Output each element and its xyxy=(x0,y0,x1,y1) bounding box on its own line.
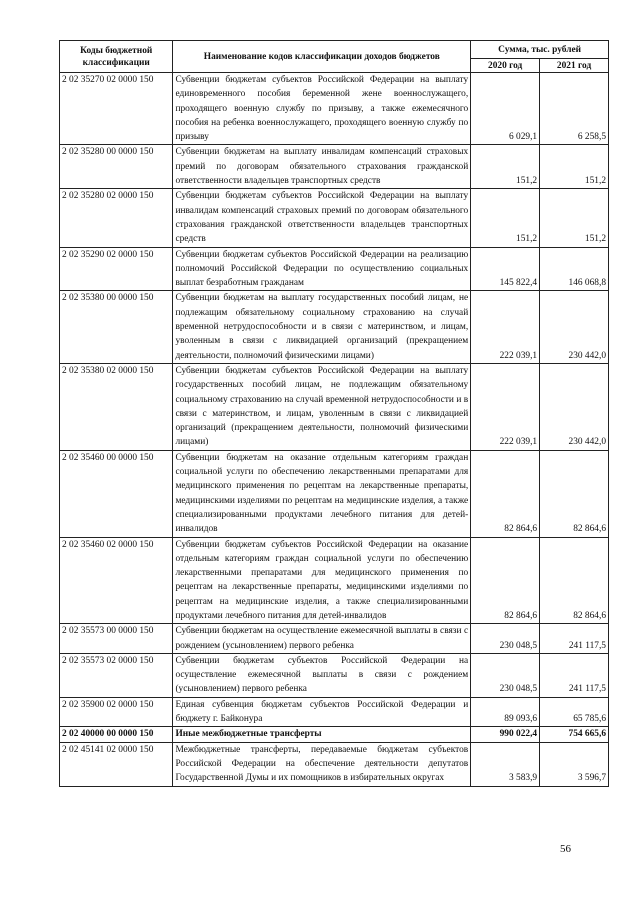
row-value-2020: 145 822,4 xyxy=(471,247,540,291)
budget-table xyxy=(59,40,609,787)
row-value-2020: 151,2 xyxy=(471,189,540,247)
row-value-2021: 241 117,5 xyxy=(540,653,609,697)
row-name: Субвенции бюджетам на оказание отдельным категориям граждан социальной услуги по обеспечению лекарственными препаратами для медицинского применения по рецептам на лекарственные препараты, медицинскими изделиями по рецептам на медицинские изделия, а также специализированными продуктами лечебного питания для детей-инвалидов xyxy=(173,450,471,537)
row-code: 2 02 35270 02 0000 150 xyxy=(60,73,173,145)
row-name: Субвенции бюджетам субъектов Российской Федерации на осуществление ежемесячной выплаты в связи с рождением (усыновлением) первого ребенка xyxy=(173,653,471,697)
header-codes: Коды бюджетной классификации xyxy=(60,41,173,73)
row-name: Субвенции бюджетам субъектов Российской Федерации на выплату инвалидам компенсаций страховых премий по договорам обязательного страхования гражданской ответственности владельцев транспортных средств xyxy=(173,189,471,247)
row-value-2021: 146 068,8 xyxy=(540,247,609,291)
row-value-2020: 222 039,1 xyxy=(471,363,540,450)
row-value-2021: 82 864,6 xyxy=(540,537,609,624)
row-name: Субвенции бюджетам субъектов Российской Федерации на выплату единовременного пособия беременной жене военнослужащего, проходящего военную службу по призыву, а также ежемесячного пособия на ребенка военнослужащего, проходящего военную службу по призыву xyxy=(173,73,471,145)
row-value-2020: 230 048,5 xyxy=(471,624,540,654)
row-code: 2 02 35290 02 0000 150 xyxy=(60,247,173,291)
table-row xyxy=(60,247,609,291)
row-value-2020: 3 583,9 xyxy=(471,742,540,786)
row-code: 2 02 35380 00 0000 150 xyxy=(60,291,173,363)
row-value-2020: 230 048,5 xyxy=(471,653,540,697)
table-row xyxy=(60,189,609,247)
row-value-2020: 82 864,6 xyxy=(471,450,540,537)
row-value-2020: 222 039,1 xyxy=(471,291,540,363)
row-value-2021: 151,2 xyxy=(540,145,609,189)
row-code: 2 02 35460 00 0000 150 xyxy=(60,450,173,537)
row-value-2021: 754 665,6 xyxy=(540,727,609,742)
row-code: 2 02 40000 00 0000 150 xyxy=(60,727,173,742)
table-row xyxy=(60,73,609,145)
table-row xyxy=(60,624,609,654)
row-value-2021: 230 442,0 xyxy=(540,363,609,450)
row-value-2020: 6 029,1 xyxy=(471,73,540,145)
row-code: 2 02 45141 02 0000 150 xyxy=(60,742,173,786)
row-name: Иные межбюджетные трансферты xyxy=(173,727,471,742)
row-code: 2 02 35280 00 0000 150 xyxy=(60,145,173,189)
table-row xyxy=(60,145,609,189)
table-row xyxy=(60,727,609,742)
row-name: Субвенции бюджетам субъектов Российской Федерации на реализацию полномочий Российской Федерации по осуществлению социальных выплат безработным гражданам xyxy=(173,247,471,291)
row-code: 2 02 35280 02 0000 150 xyxy=(60,189,173,247)
budget-table-container xyxy=(59,40,609,787)
header-sum: Сумма, тыс. рублей xyxy=(471,41,609,59)
row-value-2021: 82 864,6 xyxy=(540,450,609,537)
row-code: 2 02 35460 02 0000 150 xyxy=(60,537,173,624)
table-row xyxy=(60,450,609,537)
row-value-2020: 89 093,6 xyxy=(471,697,540,727)
row-value-2020: 82 864,6 xyxy=(471,537,540,624)
row-name: Субвенции бюджетам на осуществление ежемесячной выплаты в связи с рождением (усыновлением) первого ребенка xyxy=(173,624,471,654)
row-name: Межбюджетные трансферты, передаваемые бюджетам субъектов Российской Федерации на обеспечение деятельности депутатов Государственной Думы и их помощников в избирательных округах xyxy=(173,742,471,786)
row-value-2021: 230 442,0 xyxy=(540,291,609,363)
table-row xyxy=(60,291,609,363)
row-name: Субвенции бюджетам субъектов Российской Федерации на оказание отдельным категориям граждан социальной услуги по обеспечению лекарственными препаратами для медицинского применения по рецептам на лекарственные препараты, медицинскими изделиями по рецептам на медицинские изделия, а также специализированными продуктами лечебного питания для детей-инвалидов xyxy=(173,537,471,624)
row-name: Субвенции бюджетам на выплату государственных пособий лицам, не подлежащим обязательному социальному страхованию на случай временной нетрудоспособности и в связи с материнством, и лицам, уволенным в связи с ликвидацией организаций (прекращением деятельности, полномочий физическими лицами) xyxy=(173,291,471,363)
row-name: Субвенции бюджетам субъектов Российской Федерации на выплату государственных пособий лицам, не подлежащим обязательному социальному страхованию на случай временной нетрудоспособности и в связи с материнством, и лицам, уволенным в связи с ликвидацией организаций (прекращением деятельности, полномочий физическими лицами) xyxy=(173,363,471,450)
table-row xyxy=(60,697,609,727)
row-code: 2 02 35573 00 0000 150 xyxy=(60,624,173,654)
table-body xyxy=(60,73,609,787)
row-value-2020: 990 022,4 xyxy=(471,727,540,742)
row-code: 2 02 35573 02 0000 150 xyxy=(60,653,173,697)
table-row xyxy=(60,363,609,450)
header-name: Наименование кодов классификации доходов бюджетов xyxy=(173,41,471,73)
row-name: Единая субвенция бюджетам субъектов Российской Федерации и бюджету г. Байконура xyxy=(173,697,471,727)
page-number: 56 xyxy=(560,843,571,855)
row-value-2021: 3 596,7 xyxy=(540,742,609,786)
row-value-2021: 241 117,5 xyxy=(540,624,609,654)
row-value-2020: 151,2 xyxy=(471,145,540,189)
table-row xyxy=(60,742,609,786)
row-value-2021: 65 785,6 xyxy=(540,697,609,727)
row-code: 2 02 35900 02 0000 150 xyxy=(60,697,173,727)
header-year-2021: 2021 год xyxy=(540,59,609,73)
table-row xyxy=(60,653,609,697)
row-code: 2 02 35380 02 0000 150 xyxy=(60,363,173,450)
row-name: Субвенции бюджетам на выплату инвалидам компенсаций страховых премий по договорам обязательного страхования гражданской ответственности владельцев транспортных средств xyxy=(173,145,471,189)
header-year-2020: 2020 год xyxy=(471,59,540,73)
table-row xyxy=(60,537,609,624)
row-value-2021: 6 258,5 xyxy=(540,73,609,145)
table-header xyxy=(60,41,609,73)
row-value-2021: 151,2 xyxy=(540,189,609,247)
